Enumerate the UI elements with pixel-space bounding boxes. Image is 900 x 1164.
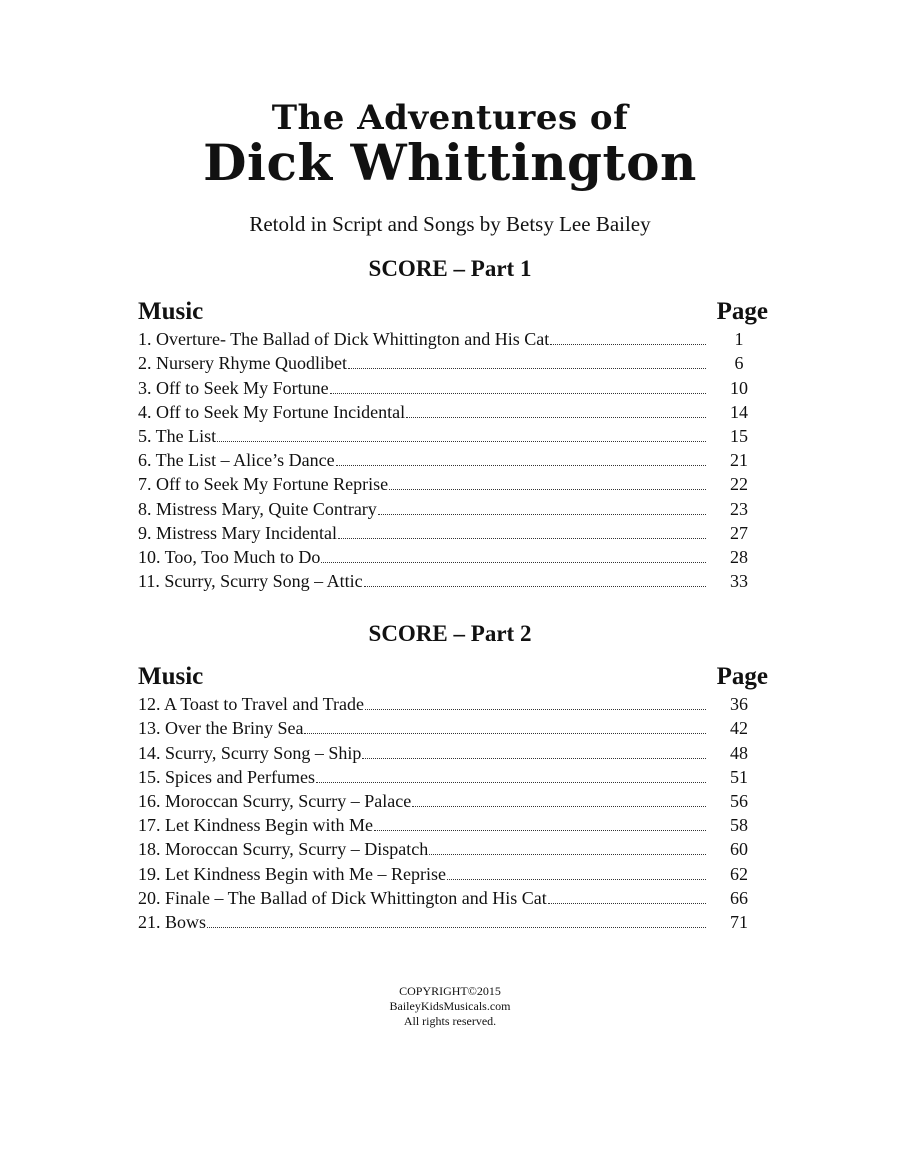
song-title: 1. Overture- The Ballad of Dick Whittington and His Cat — [138, 329, 550, 350]
song-title: 19. Let Kindness Begin with Me – Reprise — [138, 863, 446, 884]
page-number: 56 — [730, 790, 748, 811]
page-number: 22 — [730, 474, 748, 495]
song-title: 14. Scurry, Scurry Song – Ship — [138, 742, 362, 763]
dot-leader — [362, 758, 706, 759]
part-1-column-headers — [138, 297, 768, 327]
part-1-heading: SCORE – Part 1 — [368, 256, 532, 281]
song-title: 17. Let Kindness Begin with Me — [138, 815, 373, 836]
page-number: 62 — [730, 863, 748, 884]
contents-row — [138, 544, 768, 568]
dot-leader — [364, 586, 706, 587]
song-title: 21. Bows — [138, 911, 207, 932]
part-1-contents-list — [138, 326, 768, 592]
dot-leader — [321, 562, 706, 563]
page-number: 58 — [730, 815, 748, 836]
song-title: 6. The List – Alice’s Dance — [138, 450, 335, 471]
dot-leader — [330, 393, 706, 394]
page-number: 15 — [730, 425, 748, 446]
page-number: 33 — [730, 571, 748, 592]
dot-leader — [550, 344, 706, 345]
contents-row — [138, 860, 768, 884]
song-title: 7. Off to Seek My Fortune Reprise — [138, 474, 389, 495]
song-title: 10. Too, Too Much to Do — [138, 546, 321, 567]
page-number: 48 — [730, 742, 748, 763]
contents-row — [138, 836, 768, 860]
contents-row — [138, 447, 768, 471]
page-number: 60 — [730, 839, 748, 860]
copyright-rights: All rights reserved. — [403, 1014, 497, 1028]
song-title: 20. Finale – The Ballad of Dick Whittington and His Cat — [138, 887, 547, 908]
dot-leader — [365, 709, 706, 710]
page-column-header: Page — [716, 298, 768, 325]
dot-leader — [374, 830, 706, 831]
contents-row — [138, 764, 768, 788]
song-title: 3. Off to Seek My Fortune — [138, 377, 329, 398]
contents-row — [138, 399, 768, 423]
song-title: 11. Scurry, Scurry Song – Attic — [138, 571, 363, 592]
part-2-contents-list — [138, 691, 768, 933]
song-title: 5. The List — [138, 425, 217, 446]
dot-leader — [217, 441, 706, 442]
contents-row — [138, 423, 768, 447]
page-number: 21 — [730, 450, 748, 471]
song-title: 13. Over the Briny Sea — [138, 718, 304, 739]
page-number: 51 — [730, 766, 748, 787]
contents-row — [138, 885, 768, 909]
dot-leader — [316, 782, 706, 783]
dot-leader — [389, 489, 706, 490]
page-column-header: Page — [716, 663, 768, 690]
contents-row — [138, 520, 768, 544]
contents-row — [138, 739, 768, 763]
page-number: 6 — [734, 353, 744, 374]
contents-row — [138, 909, 768, 933]
contents-row — [138, 471, 768, 495]
contents-row — [138, 568, 768, 592]
copyright-website: BaileyKidsMusicals.com — [389, 999, 511, 1013]
page-number: 14 — [730, 401, 748, 422]
page-number: 36 — [730, 694, 748, 715]
page-number: 28 — [730, 546, 748, 567]
dot-leader — [412, 806, 706, 807]
title-line-2: Dick Whittington — [203, 133, 697, 192]
page-number: 27 — [730, 522, 748, 543]
part-2-heading: SCORE – Part 2 — [368, 621, 532, 646]
part-2-column-headers — [138, 662, 768, 692]
dot-leader — [336, 465, 706, 466]
dot-leader — [338, 538, 706, 539]
song-title: 4. Off to Seek My Fortune Incidental — [138, 401, 406, 422]
song-title: 2. Nursery Rhyme Quodlibet — [138, 353, 347, 374]
copyright-notice — [0, 984, 900, 1029]
contents-row — [138, 788, 768, 812]
dot-leader — [429, 854, 706, 855]
dot-leader — [378, 514, 706, 515]
page-number: 71 — [730, 911, 748, 932]
dot-leader — [447, 879, 706, 880]
dot-leader — [548, 903, 706, 904]
song-title: 16. Moroccan Scurry, Scurry – Palace — [138, 790, 412, 811]
music-column-header: Music — [138, 663, 204, 690]
contents-row — [138, 691, 768, 715]
page-number: 42 — [730, 718, 748, 739]
dot-leader — [406, 417, 706, 418]
contents-row — [138, 495, 768, 519]
dot-leader — [348, 368, 706, 369]
page-number: 1 — [734, 329, 744, 350]
song-title: 8. Mistress Mary, Quite Contrary — [138, 498, 377, 519]
subtitle: Retold in Script and Songs by Betsy Lee Bailey — [249, 212, 651, 236]
title-line-1: The Adventures of — [271, 98, 629, 138]
contents-row — [138, 350, 768, 374]
contents-row — [138, 326, 768, 350]
copyright-line: COPYRIGHT©2015 — [399, 984, 501, 998]
song-title: 15. Spices and Perfumes — [138, 766, 315, 787]
page-number: 66 — [730, 887, 748, 908]
song-title: 18. Moroccan Scurry, Scurry – Dispatch — [138, 839, 429, 860]
contents-row — [138, 812, 768, 836]
dot-leader — [304, 733, 706, 734]
contents-row — [138, 715, 768, 739]
song-title: 9. Mistress Mary Incidental — [138, 522, 337, 543]
contents-row — [138, 374, 768, 398]
page-number: 10 — [730, 377, 748, 398]
dot-leader — [207, 927, 706, 928]
song-title: 12. A Toast to Travel and Trade — [138, 694, 364, 715]
music-column-header: Music — [138, 298, 204, 325]
page-number: 23 — [730, 498, 748, 519]
